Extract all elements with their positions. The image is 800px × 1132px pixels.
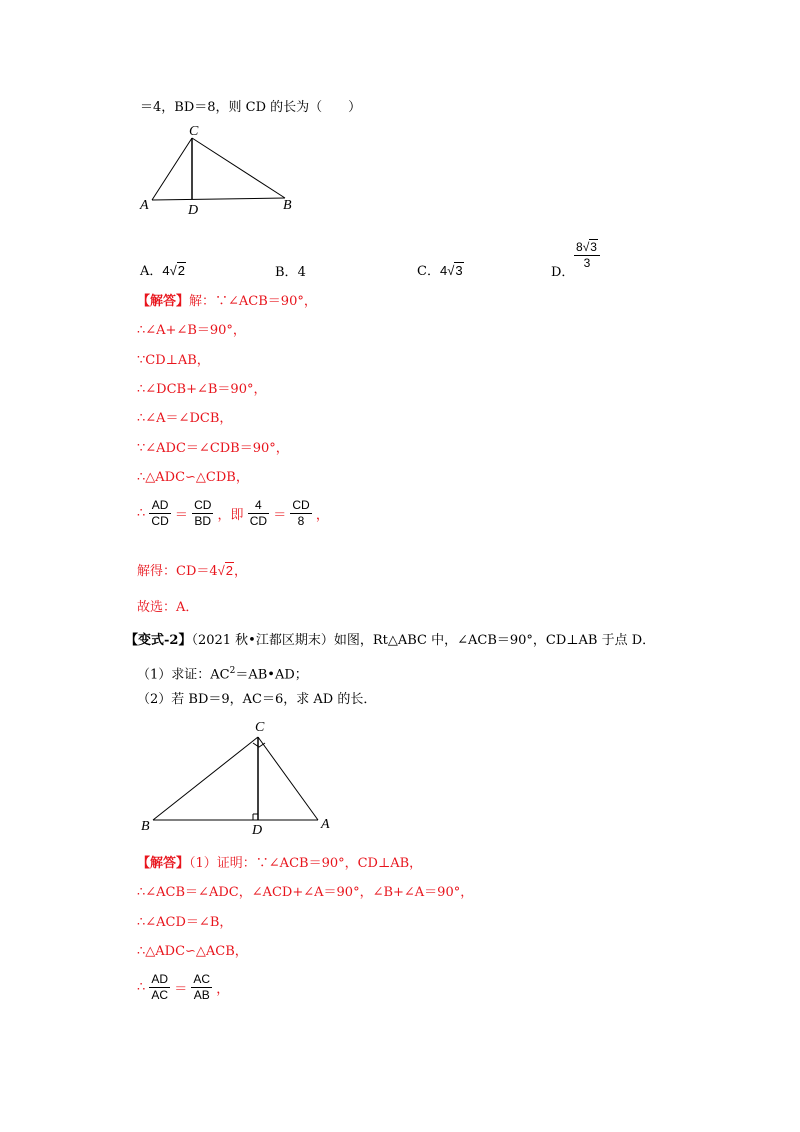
option-c: C．4√3 xyxy=(417,263,463,279)
solution1-choose: 故选：A． xyxy=(137,600,199,615)
solution1-ratio: ∴ $\frac{AD}{CD}$ ＝ $\frac{CD}{BD}$ ，即 $\frac{4}{CD}$ ＝ $\frac{CD}{8}$ ， xyxy=(137,498,329,528)
option-d-letter: D． xyxy=(551,265,575,280)
solution1-line-3: ∴∠DCB+∠B＝90°， xyxy=(137,382,267,397)
solution2-ratio: ∴ $\frac{AD}{AC}$ ＝ $\frac{AC}{AB}$ ， xyxy=(137,972,230,1002)
label-b2: B xyxy=(141,819,150,834)
solution2-line-3: ∴△ADC∽△ACB， xyxy=(137,944,248,959)
solution1-line-6: ∴△ADC∽△CDB， xyxy=(137,470,249,485)
solution2-line-1: ∴∠ACB＝∠ADC，∠ACD+∠A＝90°，∠B+∠A＝90°， xyxy=(137,885,474,900)
label-b: B xyxy=(283,198,292,213)
solution2-line-2: ∴∠ACD＝∠B， xyxy=(137,915,233,930)
triangle-figure-2 xyxy=(138,716,348,841)
option-b: B．4 xyxy=(275,265,306,280)
problem1-stem: ＝4，BD＝8，则 CD 的长为（ ） xyxy=(140,100,362,115)
label-a2: A xyxy=(321,817,330,832)
solution1-line-0: 【解答】解：∵∠ACB＝90°， xyxy=(137,294,317,309)
triangle-figure-1 xyxy=(135,120,305,220)
problem2-part2: （2）若 BD＝9，AC＝6，求 AD 的长． xyxy=(137,692,377,707)
option-a: A．4√2 xyxy=(140,263,185,279)
label-d2: D xyxy=(252,823,263,838)
solution1-line-4: ∴∠A＝∠DCB， xyxy=(137,411,233,426)
label-a: A xyxy=(140,198,149,213)
label-c: C xyxy=(189,124,199,139)
label-c2: C xyxy=(255,720,265,735)
option-d-fraction: $\frac{8√3}{3}$ xyxy=(574,240,600,271)
solution2-line-0: 【解答】（1）证明：∵∠ACB＝90°，CD⊥AB， xyxy=(137,856,423,871)
solution1-line-1: ∴∠A+∠B＝90°， xyxy=(137,323,246,338)
label-d: D xyxy=(188,203,199,218)
solution1-line-2: ∵CD⊥AB， xyxy=(137,353,210,368)
problem2-part1: （1）求证：$AC^2=AB•AD$； xyxy=(137,666,308,683)
solution1-line-5: ∵∠ADC＝∠CDB＝90°， xyxy=(137,441,289,456)
problem2-stem: 【变式-2】（2021 秋•江都区期末）如图，Rt△ABC 中，∠ACB＝90°，CD⊥AB 于点 D． xyxy=(125,633,656,648)
solution1-result: 解得：CD＝4√2， xyxy=(137,563,248,579)
